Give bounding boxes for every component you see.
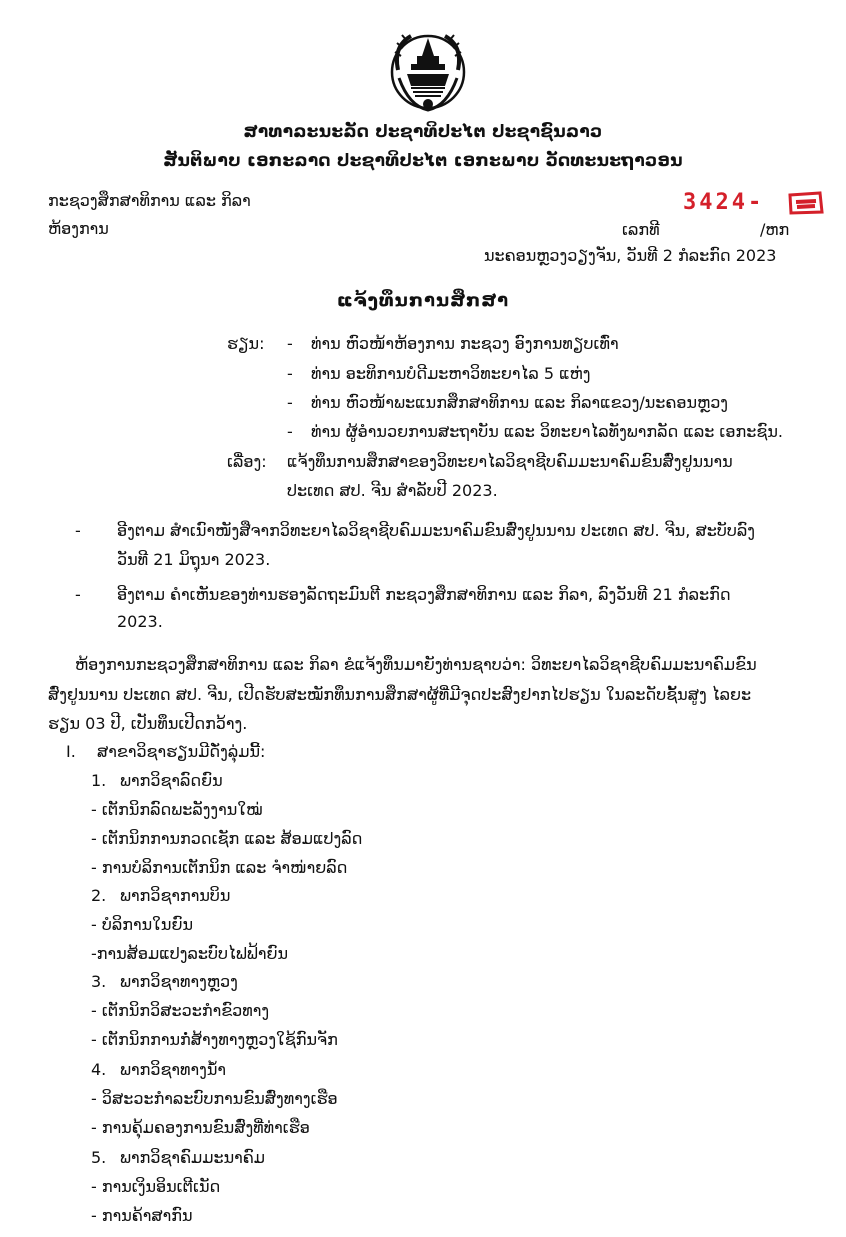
reference-line: ອີງຕາມ ສຳເນົາໜັງສືຈາກວິທະຍາໄລວິຊາຊີບຄົມມະນາຄົມຂົນສົ່ງຢູນນານ ປະເທດ ສປ. ຈີນ, ສະບັບລົງ (117, 521, 755, 540)
group-item: - ບໍລິການໃນຍົນ (91, 915, 193, 934)
group-item: - ວິສະວະກຳລະບົບການຂົນສົ່ງທາງເຮືອ (91, 1089, 338, 1108)
group-number: 2. (91, 886, 107, 905)
section-numeral: I. (66, 742, 76, 761)
list-bullet: - (287, 334, 293, 353)
subject-line-1: ແຈ້ງທຶນການສຶກສາຂອງວິທະຍາໄລວິຊາຊີບຄົມມະນາຄົມຂົນສົ່ງຢູນນານ (287, 452, 733, 471)
stamp-mark-icon (786, 190, 826, 216)
group-number: 1. (91, 771, 107, 790)
header-line-2: ສັນຕິພາບ ເອກະລາດ ປະຊາທິປະໄຕ ເອກະພາບ ວັດທະນະຖາວອນ (163, 151, 683, 171)
reference-line: ວັນທີ 21 ມິຖຸນາ 2023. (117, 550, 271, 569)
to-label: ຮຽນ: (227, 334, 265, 353)
group-name: ພາກວິຊາທາງຫຼວງ (120, 972, 238, 991)
section-heading: ສາຂາວິຊາຮຽນມີດັ່ງລຸ່ມນີ້: (97, 742, 266, 761)
group-name: ພາກວິຊາລົດຍົນ (120, 771, 223, 790)
national-emblem-icon (389, 26, 467, 118)
recipient-item: ທ່ານ ຫົວໜ້າພະແນກສຶກສາທິການ ແລະ ກິລາແຂວງ/ນະຄອນຫຼວງ (311, 393, 729, 412)
group-name: ພາກວິຊາທາງນ້ຳ (120, 1060, 227, 1079)
subject-label: ເລື່ອງ: (227, 452, 267, 471)
place-date: ນະຄອນຫຼວງວຽງຈັນ, ວັນທີ 2 ກໍລະກົດ 2023 (484, 246, 777, 265)
group-item: - ການເງິນອິນເຕີເນັດ (91, 1177, 221, 1196)
list-bullet: - (287, 422, 293, 441)
ministry-name: ກະຊວງສຶກສາທິການ ແລະ ກິລາ (48, 191, 251, 210)
group-name: ພາກວິຊາການບິນ (120, 886, 231, 905)
recipient-item: ທ່ານ ຜູ້ອຳນວຍການສະຖາບັນ ແລະ ວິທະຍາໄລທັງພາກລັດ ແລະ ເອກະຊົນ. (311, 422, 783, 441)
body-line: ສົ່ງຢູນນານ ປະເທດ ສປ. ຈີນ, ເປີດຮັບສະໝັກທຶນການສຶກສາຜູ້ທີ່ມີຈຸດປະສົງຢາກໄປຮຽນ ໃນລະດັບຊັ້ນສູງ ໄລຍະ (48, 685, 752, 704)
subject-line-2: ປະເທດ ສປ. ຈີນ ສຳລັບປີ 2023. (287, 481, 498, 500)
group-item: - ການຄ້າສາກົນ (91, 1206, 193, 1225)
body-line: ຮຽນ 03 ປີ, ເປັນທຶນເປີດກວ້າງ. (48, 714, 248, 733)
list-bullet: - (287, 393, 293, 412)
list-bullet: - (75, 585, 81, 604)
group-item: - ການບໍລິການເຕັກນິກ ແລະ ຈຳໜ່າຍລົດ (91, 858, 348, 877)
document-title: ແຈ້ງທຶນການສຶກສາ (336, 290, 510, 311)
group-item: - ການຄຸ້ມຄອງການຂົນສົ່ງທີ່ທ່າເຮືອ (91, 1118, 310, 1137)
reference-line: ອີງຕາມ ຄຳເຫັນຂອງທ່ານຮອງລັດຖະມົນຕີ ກະຊວງສຶກສາທິການ ແລະ ກິລາ, ລົງວັນທີ 21 ກໍລະກົດ (117, 585, 731, 604)
group-item: - ເຕັກນິກວິສະວະກຳຂົວທາງ (91, 1001, 270, 1020)
group-name: ພາກວິຊາຄົມມະນາຄົມ (120, 1148, 265, 1167)
group-item: - ເຕັກນິກລົດພະລັງງານໃໝ່ (91, 800, 263, 819)
list-bullet: - (287, 364, 293, 383)
body-line: ຫ້ອງການກະຊວງສຶກສາທິການ ແລະ ກິລາ ຂໍແຈ້ງທຶນມາຍັງທ່ານຊາບວ່າ: ວິທະຍາໄລວິຊາຊີບຄົມມະນາຄົມຂົນ (75, 655, 757, 674)
recipient-item: ທ່ານ ຫົວໜ້າຫ້ອງການ ກະຊວງ ອົງການທຽບເທົ່າ (311, 334, 619, 353)
group-item: - ເຕັກນິກການກວດເຊັກ ແລະ ສ້ອມແປງລົດ (91, 829, 363, 848)
office-name: ຫ້ອງການ (48, 219, 109, 238)
header-line-1: ສາທາລະນະລັດ ປະຊາທິປະໄຕ ປະຊາຊົນລາວ (243, 122, 603, 142)
list-bullet: - (75, 521, 81, 540)
reference-line: 2023. (117, 612, 163, 631)
group-item: -ການສ້ອມແປງລະບົບໄຟຟ້າຍົນ (91, 944, 288, 963)
ref-label: ເລກທີ (622, 220, 660, 239)
group-item: - ເຕັກນິກການກໍ່ສ້າງທາງຫຼວງໃຊ້ກົນຈັກ (91, 1030, 338, 1049)
group-number: 3. (91, 972, 107, 991)
group-number: 5. (91, 1148, 107, 1167)
ref-stamp-number: 3424- (683, 190, 765, 215)
group-number: 4. (91, 1060, 107, 1079)
recipient-item: ທ່ານ ອະທິການບໍດີມະຫາວິທະຍາໄລ 5 ແຫ່ງ (311, 364, 591, 383)
ref-suffix: /ຫກ (760, 220, 790, 239)
